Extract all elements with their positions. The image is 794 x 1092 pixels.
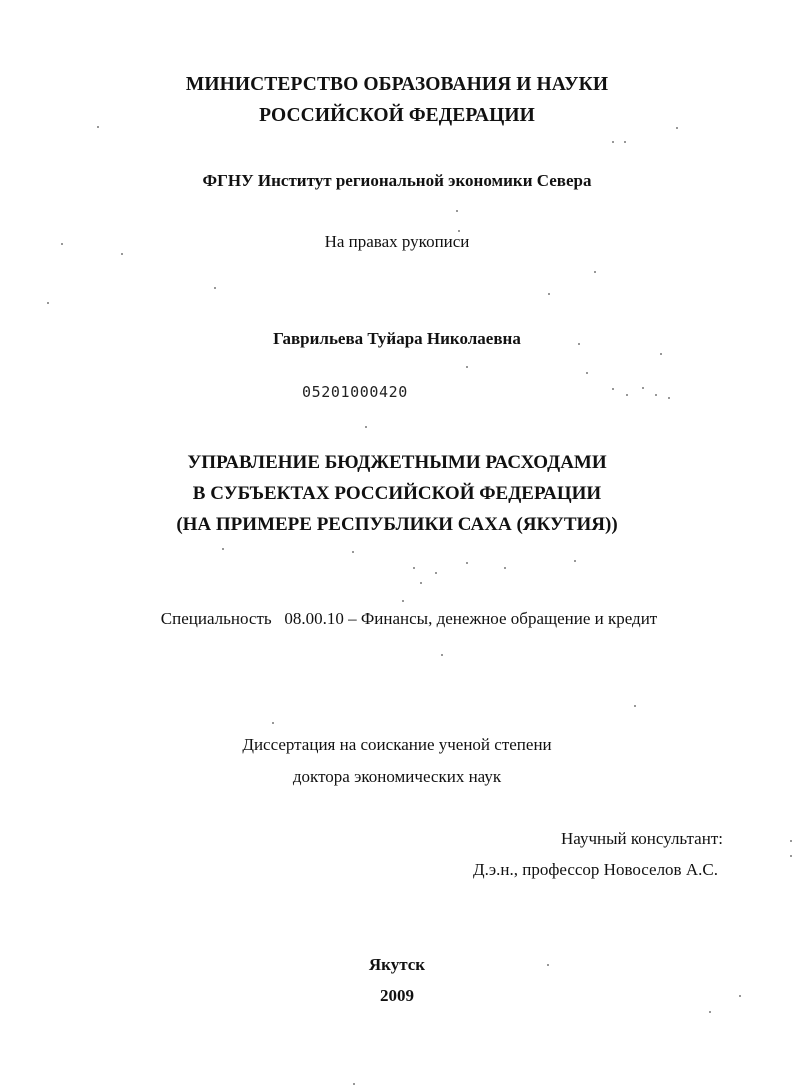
degree-line-2: доктора экономических наук bbox=[292, 767, 502, 786]
title-line-2: В СУБЪЕКТАХ РОССИЙСКОЙ ФЕДЕРАЦИИ bbox=[192, 483, 602, 504]
consultant-label: Научный консультант: bbox=[561, 829, 723, 848]
ministry-line-2: РОССИЙСКОЙ ФЕДЕРАЦИИ bbox=[259, 105, 535, 126]
degree-line-1: Диссертация на соискание ученой степени bbox=[242, 735, 552, 754]
city: Якутск bbox=[368, 955, 426, 974]
institute-name: ФГНУ Институт региональной экономики Севера bbox=[202, 171, 592, 190]
consultant-name: Д.э.н., профессор Новоселов А.С. bbox=[473, 860, 718, 879]
registration-number: 05201000420 bbox=[302, 383, 408, 401]
title-line-3: (НА ПРИМЕРЕ РЕСПУБЛИКИ САХА (ЯКУТИЯ)) bbox=[176, 514, 618, 535]
year: 2009 bbox=[380, 986, 414, 1005]
specialty-line: Специальность 08.00.10 – Финансы, денежное обращение и кредит bbox=[160, 609, 658, 628]
title-line-1: УПРАВЛЕНИЕ БЮДЖЕТНЫМИ РАСХОДАМИ bbox=[187, 452, 607, 473]
ministry-line-1: МИНИСТЕРСТВО ОБРАЗОВАНИЯ И НАУКИ bbox=[185, 74, 609, 95]
author-name: Гаврильева Туйара Николаевна bbox=[273, 329, 521, 348]
manuscript-note: На правах рукописи bbox=[324, 232, 470, 251]
